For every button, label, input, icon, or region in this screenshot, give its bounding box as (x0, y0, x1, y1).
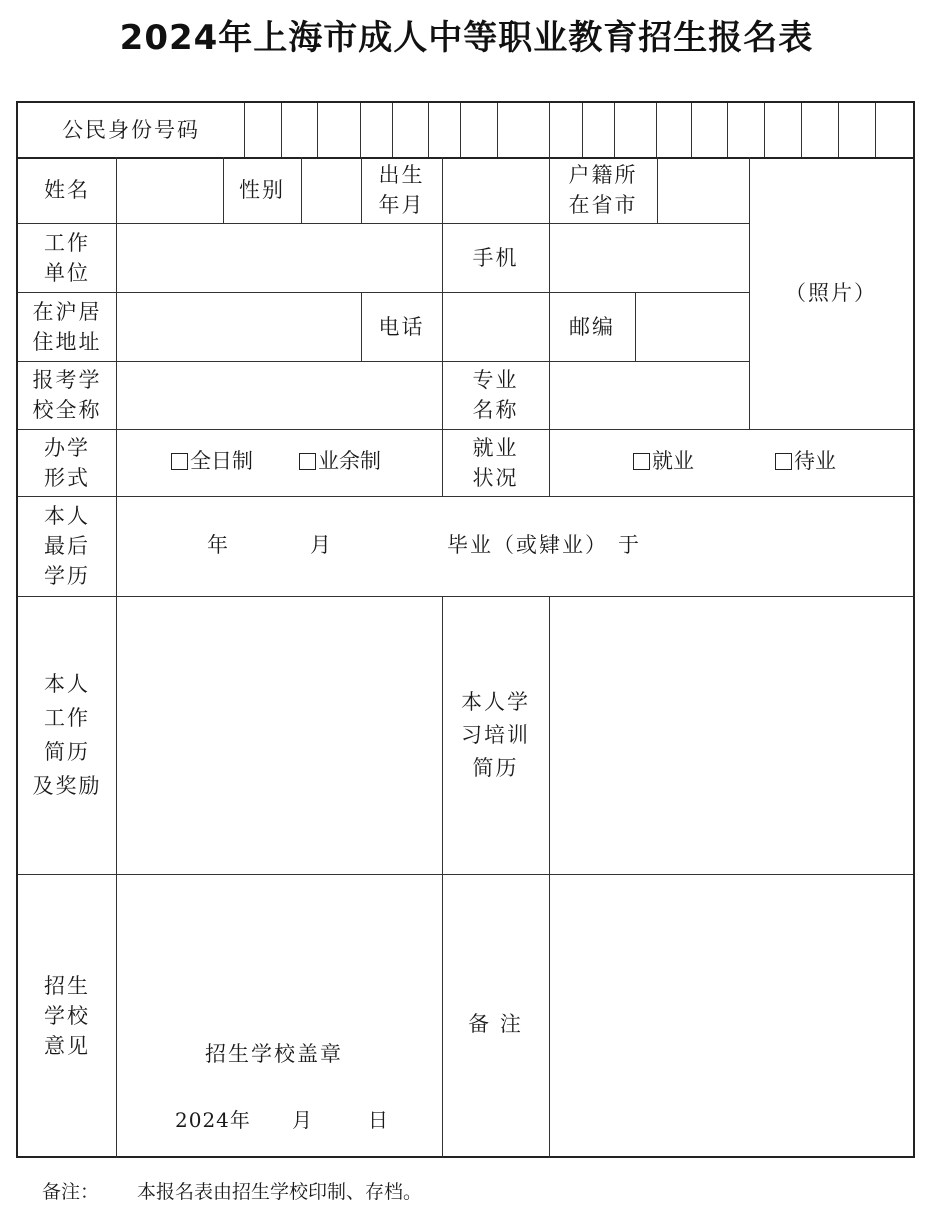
school-label: 报考学 校全称 (32, 368, 102, 422)
id-digit-divider (691, 103, 692, 158)
id-digit-divider (460, 103, 461, 158)
address-label: 在沪居 住地址 (32, 299, 102, 354)
id-digit-divider (549, 103, 550, 158)
date-day-text: 日 (368, 1108, 390, 1132)
id-digit-divider (281, 103, 282, 158)
footer-note-text: 本报名表由招生学校印制、存档。 (137, 1181, 423, 1203)
education-label: 本人 最后 学历 (44, 504, 90, 588)
employment-label: 就业 状况 (472, 435, 519, 490)
training-history-label: 本人学 习培训 简历 (461, 689, 530, 780)
employer-label: 工作 单位 (44, 230, 90, 285)
id-digit-divider (727, 103, 728, 158)
checkbox-icon[interactable] (633, 453, 650, 470)
study-mode-parttime-option[interactable] (299, 446, 381, 476)
id-digit-divider (875, 103, 876, 158)
postcode-label: 邮编 (569, 314, 615, 339)
birth-date-label: 出生 年月 (378, 163, 425, 217)
row-line (18, 496, 913, 497)
id-digit-divider (392, 103, 393, 158)
date-year-text: 2024年 (175, 1108, 251, 1132)
id-divider (244, 103, 245, 158)
id-digit-divider (428, 103, 429, 158)
col-line (442, 157, 443, 223)
id-number-label: 公民身份号码 (62, 118, 200, 142)
parttime-text: 业余制 (318, 449, 381, 473)
education-graduated-text: 毕业（或肄业） (447, 533, 608, 557)
col-line (657, 157, 658, 223)
employment-unemployed-option[interactable] (775, 446, 836, 476)
study-mode-fulltime-option[interactable] (171, 446, 253, 476)
id-digit-divider (801, 103, 802, 158)
id-digit-divider (656, 103, 657, 158)
phone-label: 电话 (378, 314, 425, 339)
id-digit-divider (764, 103, 765, 158)
education-at-text: 于 (618, 533, 641, 557)
col-line (549, 361, 550, 496)
date-month-text: 月 (292, 1108, 314, 1132)
checkbox-icon[interactable] (299, 453, 316, 470)
school-seal-text: 招生学校盖章 (205, 1042, 343, 1066)
col-line (116, 157, 117, 1158)
fulltime-text: 全日制 (190, 449, 253, 473)
education-year-text: 年 (207, 533, 230, 557)
gender-label: 性别 (239, 178, 285, 202)
checkbox-icon[interactable] (171, 453, 188, 470)
col-line (635, 292, 636, 361)
photo-placeholder: （照片） (785, 281, 877, 305)
work-history-label: 本人 工作 简历 及奖励 (32, 672, 102, 798)
footer-note-label: 备注： (42, 1181, 100, 1203)
id-digit-divider (317, 103, 318, 158)
id-digit-divider (497, 103, 498, 158)
col-line (301, 157, 302, 223)
education-month-text: 月 (310, 533, 333, 557)
col-line (442, 292, 443, 361)
mobile-label: 手机 (472, 245, 519, 270)
employed-text: 就业 (652, 449, 694, 473)
col-line (549, 596, 550, 1158)
id-digit-divider (582, 103, 583, 158)
name-label: 姓名 (44, 178, 90, 202)
row-line (18, 361, 750, 362)
id-digit-divider (614, 103, 615, 158)
checkbox-icon[interactable] (775, 453, 792, 470)
col-line (549, 223, 550, 292)
major-label: 专业 名称 (472, 368, 519, 422)
school-opinion-label: 招生 学校 意见 (44, 974, 90, 1058)
row-line (18, 223, 750, 224)
employment-employed-option[interactable] (633, 446, 694, 476)
id-digit-divider (360, 103, 361, 158)
study-mode-label: 办学 形式 (44, 435, 90, 490)
unemployed-text: 待业 (794, 449, 836, 473)
remarks-label: 备 注 (468, 1012, 523, 1036)
id-digit-divider (838, 103, 839, 158)
hukou-label: 户籍所 在省市 (568, 163, 638, 217)
form-title: 2024年上海市成人中等职业教育招生报名表 (119, 18, 814, 58)
registration-form-table (16, 101, 915, 1158)
